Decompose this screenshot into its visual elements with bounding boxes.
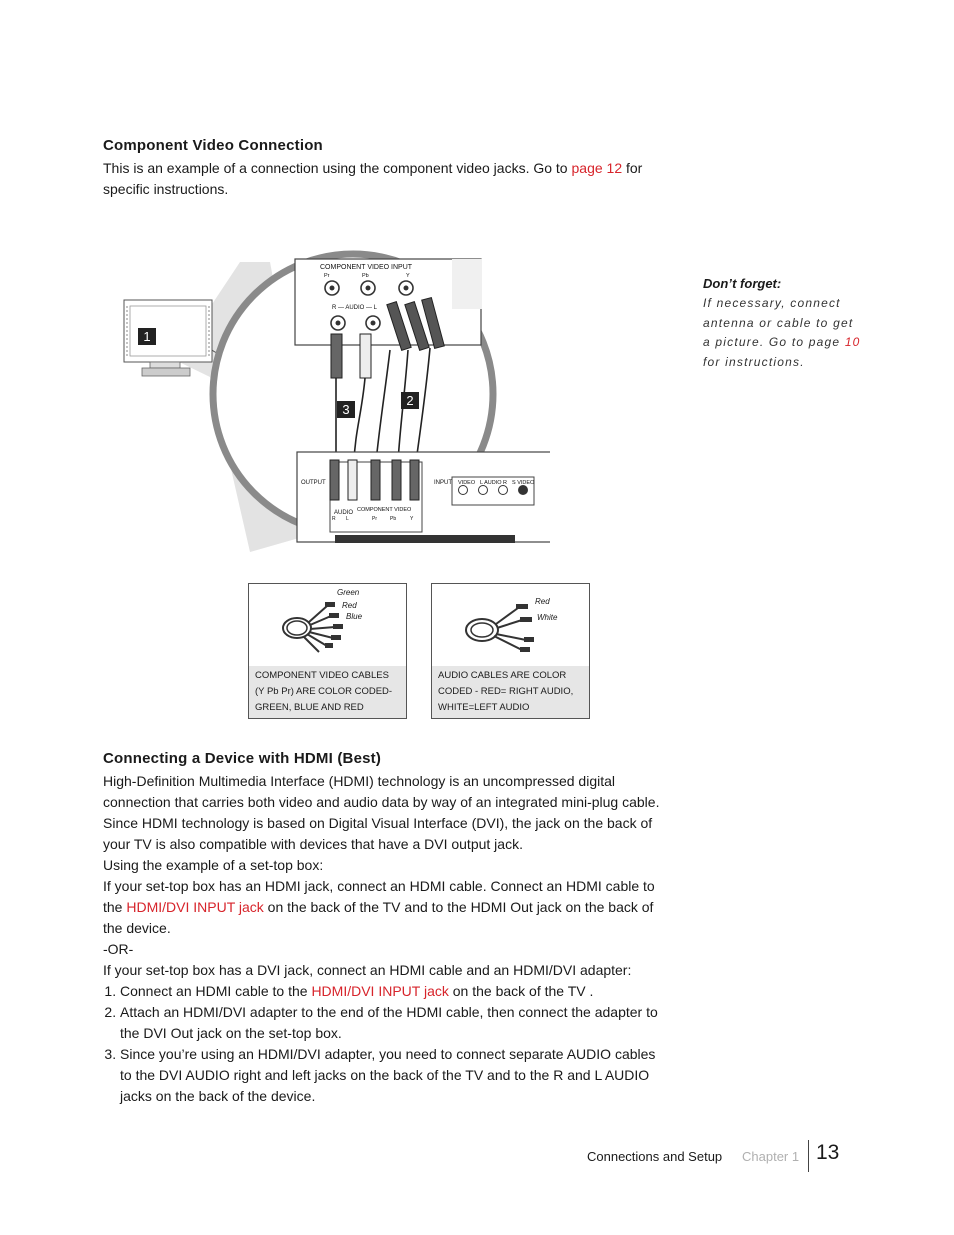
y-label: Y <box>406 273 410 279</box>
section-title-hdmi: Connecting a Device with HDMI (Best) <box>103 750 382 767</box>
footer-chapter: Chapter 1 <box>742 1149 800 1164</box>
component-caption-line-1: COMPONENT VIDEO CABLES <box>255 670 389 681</box>
input-label: INPUT <box>434 480 452 486</box>
dvi-steps-list <box>103 981 663 1107</box>
audio-caption-line-1: AUDIO CABLES ARE COLOR <box>438 670 567 681</box>
component-small-label: COMPONENT VIDEO <box>357 507 412 513</box>
hdmi-section-body <box>103 771 663 1107</box>
component-input-label: COMPONENT VIDEO INPUT <box>320 264 413 271</box>
audio-small-label: AUDIO <box>334 510 354 516</box>
page-10-link[interactable]: 10 <box>844 335 861 349</box>
video-small-label: VIDEO <box>458 480 476 486</box>
p4-text-before: the <box>103 899 127 915</box>
sidebar-body <box>703 294 863 372</box>
pb-small-label: Pb <box>390 516 397 522</box>
component-cables-caption <box>249 666 406 718</box>
footer-divider <box>808 1140 809 1172</box>
component-cables-box <box>248 583 407 719</box>
audio-cables-caption <box>432 666 589 718</box>
dvi-step-1 <box>120 981 663 1002</box>
pr-small-label: Pr <box>372 516 377 522</box>
output-label: OUTPUT <box>301 480 326 486</box>
y-small-label: Y <box>410 516 414 522</box>
green-label: Green <box>337 588 360 597</box>
dvi-step-3: 3. Since you’re using an HDMI/DVI adapter, you need to connect separate AUDIO cables to the DVI AUDIO right and left jacks on the back of the TV and to the R and L AUDIO jacks on the back of the device. <box>120 1044 663 1107</box>
sidebar-title: Don’t forget: <box>703 276 782 291</box>
hdmi-paragraph-3: If your set-top box has an HDMI jack, connect an HDMI cable. Connect an HDMI cable to <box>103 878 655 894</box>
component-caption-line-2: (Y Pb Pr) ARE COLOR CODED- <box>255 686 393 697</box>
dvi-step-2: 2. Attach an HDMI/DVI adapter to the end of the HDMI cable, then connect the adapter to the DVI Out jack on the set-top box. <box>120 1002 663 1044</box>
svideo-small-label: S VIDEO <box>512 480 535 486</box>
hdmi-paragraph-1: High-Definition Multimedia Interface (HDMI) technology is an uncompressed digital connection that carries both video and audio data by way of an integrated mini-plug cable. Since HDMI technology is based on Digital Visual Interface (DVI), the jack on the back of your TV is also compatible with devices that have a DVI output jack. <box>103 773 660 852</box>
component-connection-diagram <box>110 222 550 567</box>
page-12-link[interactable]: page 12 <box>571 160 623 176</box>
sidebar-text-before: If necessary, connect antenna or cable to get a picture. Go to page <box>703 296 854 349</box>
or-separator: -OR- <box>103 941 134 957</box>
hdmi-dvi-input-link-1[interactable]: HDMI/DVI INPUT jack <box>126 899 264 915</box>
section-title-component: Component Video Connection <box>103 137 323 154</box>
pr-label: Pr <box>324 273 330 279</box>
footer-section-name: Connections and Setup <box>587 1149 723 1164</box>
step-1-badge: 1 <box>138 328 156 345</box>
pb-label: Pb <box>362 273 369 279</box>
section-intro <box>103 158 643 200</box>
step-2-badge: 2 <box>401 392 419 409</box>
r-small-label: R <box>332 516 336 522</box>
audio-caption-line-3: WHITE=LEFT AUDIO <box>438 702 530 713</box>
intro-text-before: This is an example of a connection using the component video jacks. Go to <box>103 160 572 176</box>
hdmi-paragraph-5: If your set-top box has a DVI jack, connect an HDMI cable and an HDMI/DVI adapter: <box>103 962 632 978</box>
blue-label: Blue <box>346 612 363 621</box>
intro-text-after: for specific instructions. <box>103 160 643 197</box>
hdmi-paragraph-4 <box>103 897 663 939</box>
red-audio-label: Red <box>535 597 550 606</box>
step-3-badge: 3 <box>337 401 355 418</box>
audio-cables-box <box>431 583 590 719</box>
white-audio-label: White <box>537 613 558 622</box>
hdmi-paragraph-2: Using the example of a set-top box: <box>103 857 324 873</box>
p4-text-after: on the back of the TV and to the HDMI Out jack on the back of the device. <box>103 899 654 936</box>
step1-text-after: on the back of the TV . <box>448 983 594 999</box>
laudio-small-label: L AUDIO R <box>480 480 507 486</box>
page-number: 13 <box>816 1141 840 1164</box>
component-caption-line-3: GREEN, BLUE AND RED <box>255 702 364 713</box>
step1-text-before: Connect an HDMI cable to the <box>120 983 312 999</box>
audio-label: R — AUDIO — L <box>332 305 378 311</box>
hdmi-dvi-input-link-2[interactable]: HDMI/DVI INPUT jack <box>311 983 449 999</box>
sidebar-text-after: for instructions. <box>703 354 805 369</box>
audio-caption-line-2: CODED - RED= RIGHT AUDIO, <box>438 686 574 697</box>
red-label: Red <box>342 601 357 610</box>
l-small-label: L <box>346 516 349 522</box>
